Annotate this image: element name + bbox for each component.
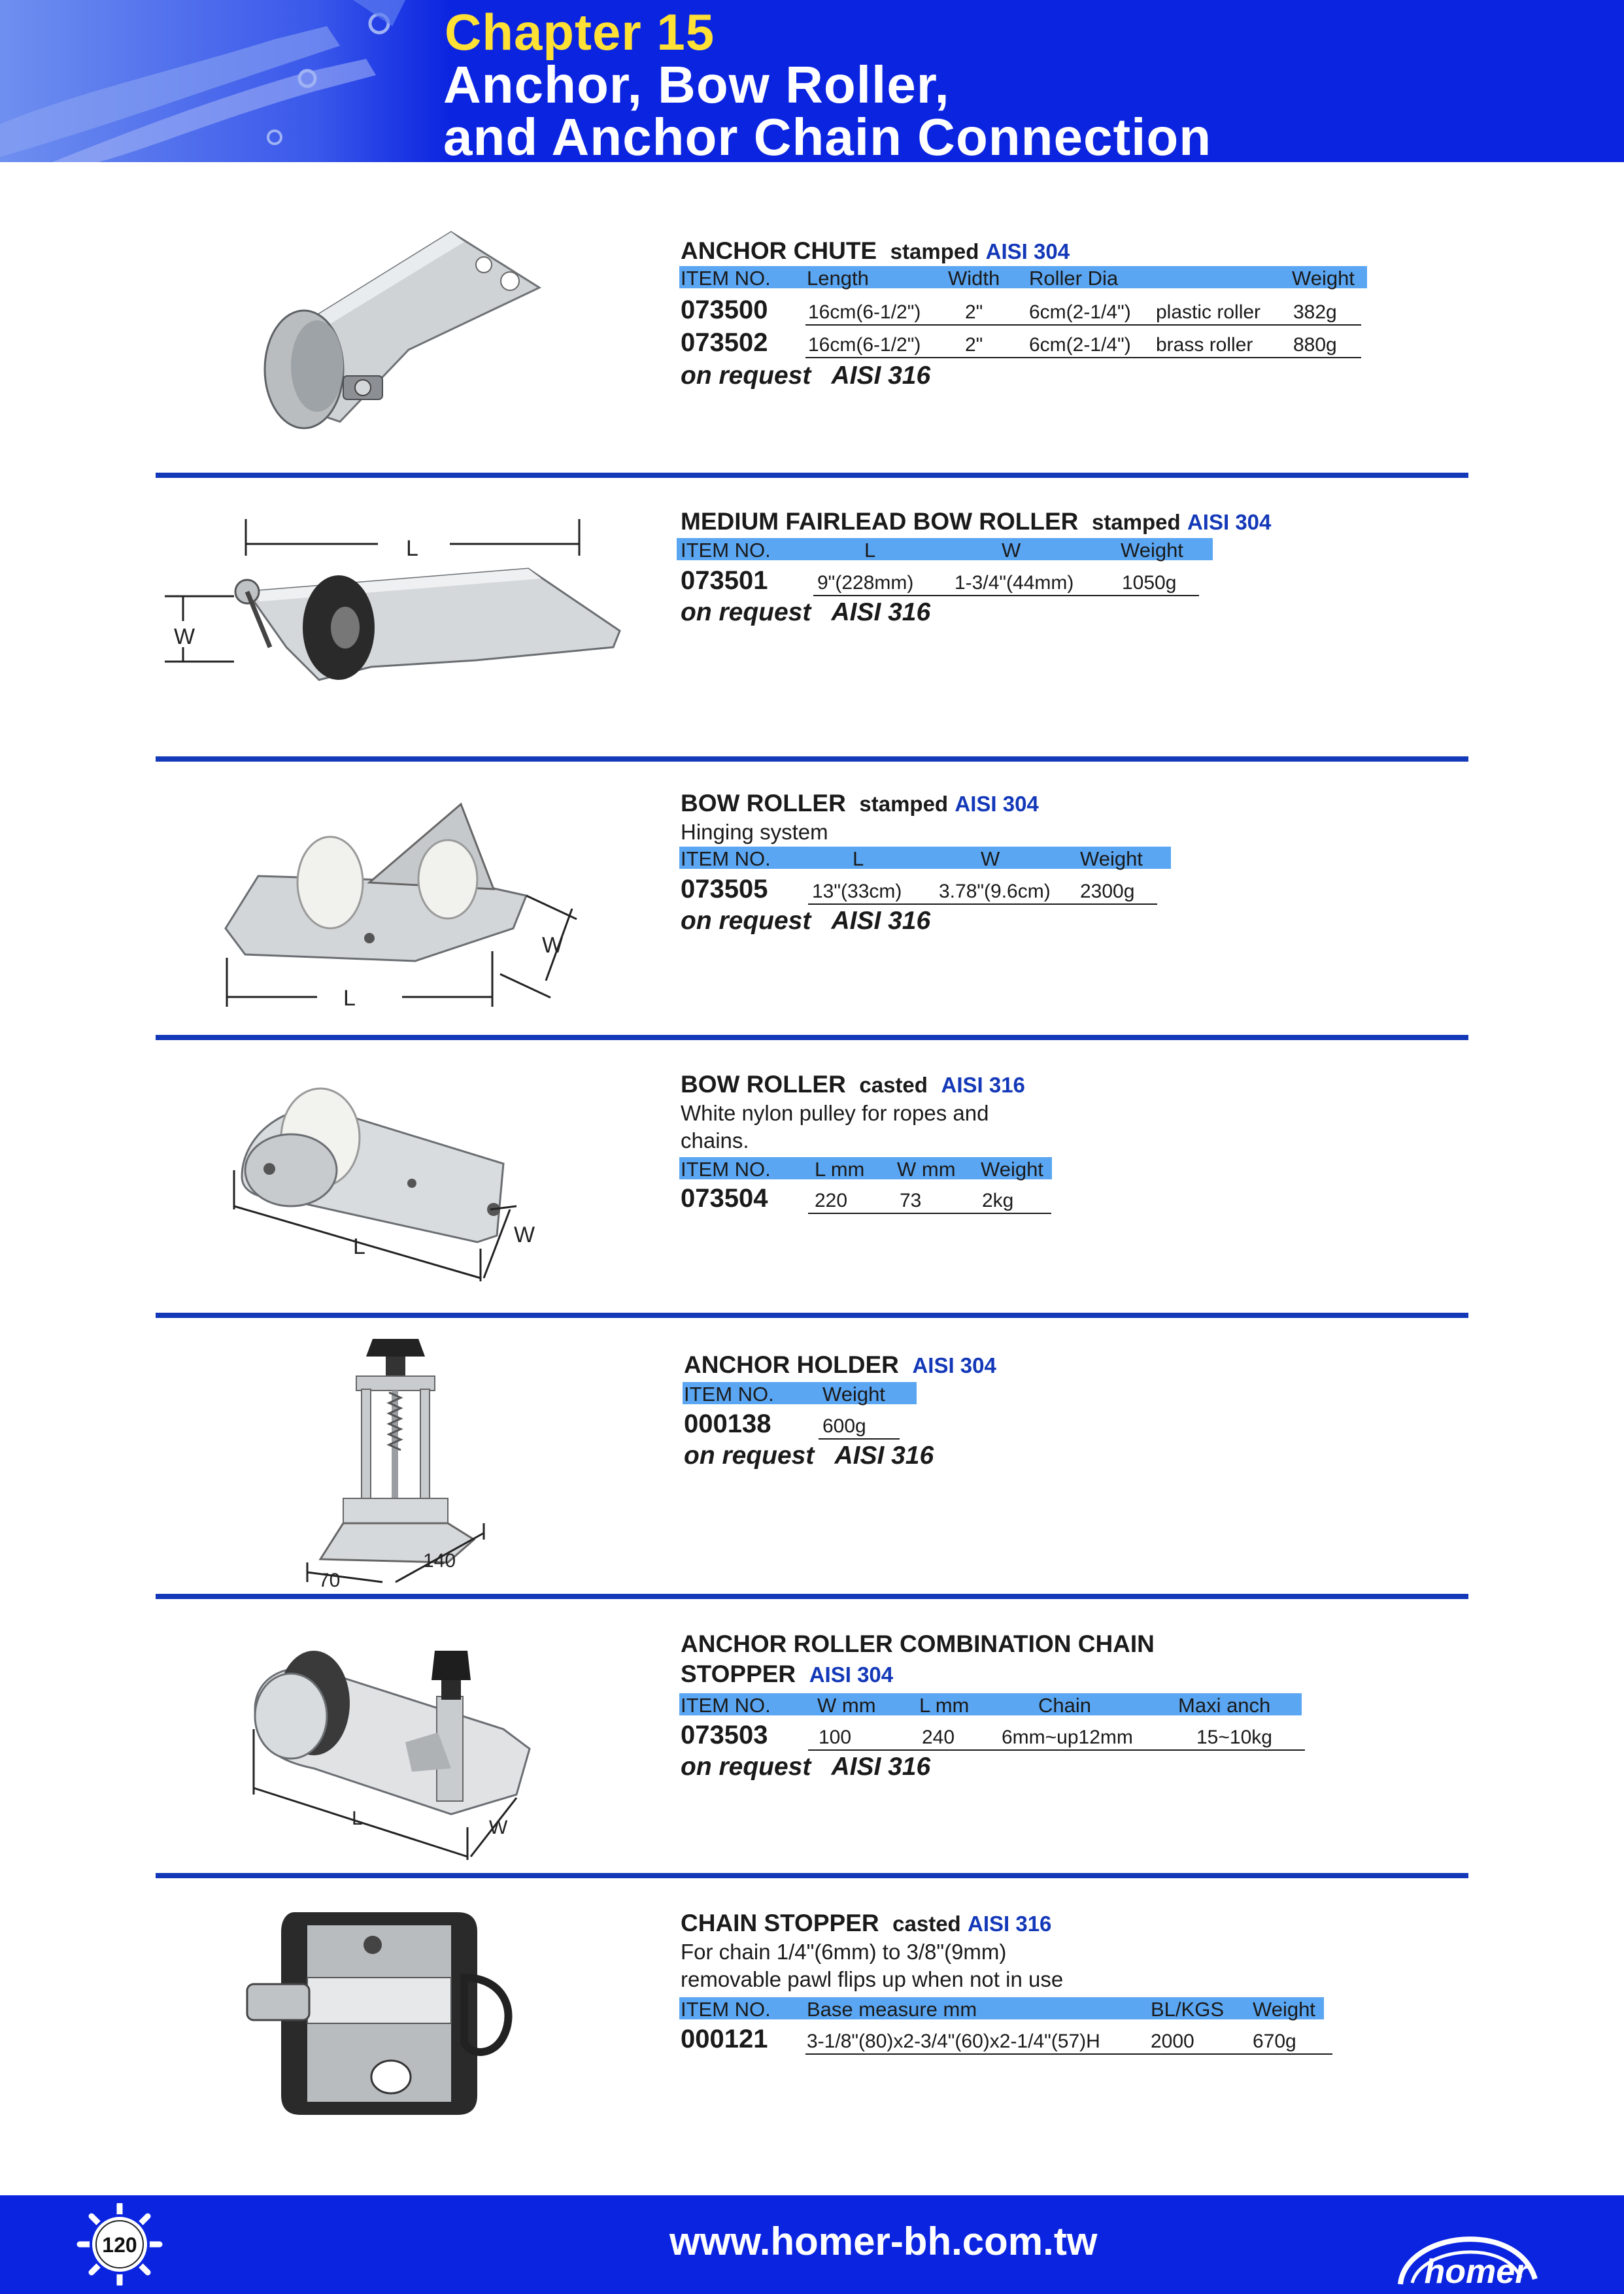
product-title xyxy=(684,1351,996,1379)
product-process: casted xyxy=(859,1073,928,1097)
cell-weight: 1050g xyxy=(1122,572,1177,594)
dim-label-w: W xyxy=(174,624,195,649)
chapter-header xyxy=(0,0,1624,162)
chain-stopper-combination-image xyxy=(242,1631,549,1863)
item-number: 073505 xyxy=(681,875,768,903)
chapter-banner-art xyxy=(0,0,451,162)
on-request-label: on request xyxy=(681,1753,811,1781)
dim-label-140: 140 xyxy=(423,1550,456,1572)
on-request-label: on request xyxy=(681,362,811,390)
bow-roller-stamped-image xyxy=(219,798,598,1013)
product-process: stamped xyxy=(1091,510,1181,534)
col-l: L xyxy=(864,539,876,562)
cell-roller-dia: 6cm(2-1/4") xyxy=(1029,301,1131,323)
section-divider xyxy=(156,1873,1468,1878)
product-description-line2: removable pawl flips up when not in use xyxy=(681,1967,1064,1991)
col-l-mm: L mm xyxy=(919,1694,970,1717)
product-title xyxy=(681,1910,1051,1937)
col-item-no: ITEM NO. xyxy=(681,1158,771,1181)
row-underline xyxy=(808,1749,1305,1751)
col-item-no: ITEM NO. xyxy=(681,267,771,290)
col-item-no: ITEM NO. xyxy=(681,1998,771,2021)
product-title xyxy=(681,790,1039,817)
on-request-material: AISI 316 xyxy=(831,907,931,935)
cell-w: 3.78"(9.6cm) xyxy=(939,881,1051,902)
item-number: 000121 xyxy=(681,2025,768,2053)
row-underline xyxy=(813,595,1199,596)
col-l-mm: L mm xyxy=(815,1158,865,1181)
col-item-no: ITEM NO. xyxy=(681,1694,771,1717)
col-weight: Weight xyxy=(822,1383,885,1406)
on-request-label: on request xyxy=(681,598,811,626)
section-divider xyxy=(156,756,1468,762)
cell-l-mm: 240 xyxy=(922,1727,955,1748)
cell-width: 2" xyxy=(965,334,983,356)
col-weight: Weight xyxy=(1080,847,1143,870)
on-request-note xyxy=(681,1753,930,1781)
cell-bl-kgs: 2000 xyxy=(1151,2031,1194,2052)
product-title-line2 xyxy=(681,1661,893,1688)
col-item-no: ITEM NO. xyxy=(684,1383,774,1406)
on-request-label: on request xyxy=(684,1442,815,1470)
material-badge: AISI 304 xyxy=(1187,510,1272,534)
on-request-material: AISI 316 xyxy=(831,362,931,390)
material-badge: AISI 304 xyxy=(985,239,1070,263)
on-request-material: AISI 316 xyxy=(834,1442,934,1470)
col-weight: Weight xyxy=(1121,539,1183,562)
product-name: ANCHOR HOLDER xyxy=(684,1351,899,1378)
cell-l-mm: 220 xyxy=(815,1190,848,1211)
cell-length: 16cm(6-1/2") xyxy=(808,334,921,356)
item-number: 073500 xyxy=(681,295,768,324)
col-base-measure: Base measure mm xyxy=(807,1998,977,2021)
cell-maxi-anchor: 15~10kg xyxy=(1196,1727,1272,1748)
material-badge: AISI 304 xyxy=(955,792,1039,816)
cell-base-measure: 3-1/8"(80)x2-3/4"(60)x2-1/4"(57)H xyxy=(807,2031,1100,2052)
anchor-holder-image xyxy=(284,1327,500,1592)
product-description-line1: White nylon pulley for ropes and xyxy=(681,1101,989,1125)
chapter-title-line2: and Anchor Chain Connection xyxy=(443,108,1212,162)
bow-roller-casted-image xyxy=(229,1072,556,1294)
chapter-title-line1: Anchor, Bow Roller, xyxy=(443,56,950,114)
material-badge: AISI 316 xyxy=(968,1912,1052,1936)
cell-roller-dia: 6cm(2-1/4") xyxy=(1029,334,1131,356)
col-item-no: ITEM NO. xyxy=(681,847,771,870)
dim-label-w: W xyxy=(542,933,564,958)
product-name: BOW ROLLER xyxy=(681,790,846,817)
cell-l: 13"(33cm) xyxy=(812,881,902,902)
cell-width: 2" xyxy=(965,301,983,323)
on-request-note xyxy=(681,907,930,936)
row-underline xyxy=(805,357,1361,358)
cell-w: 1-3/4"(44mm) xyxy=(955,572,1074,594)
cell-l: 9"(228mm) xyxy=(817,572,914,594)
col-l: L xyxy=(853,847,864,870)
dim-label-w: W xyxy=(489,1817,508,1838)
row-underline xyxy=(808,903,1157,905)
col-width: Width xyxy=(948,267,1000,290)
dim-label-w: W xyxy=(514,1223,535,1247)
dim-label-l: L xyxy=(406,536,418,561)
cell-roller-type: brass roller xyxy=(1156,334,1253,356)
anchor-chute-image xyxy=(242,226,549,448)
fairlead-bow-roller-image xyxy=(162,516,633,706)
col-item-no: ITEM NO. xyxy=(681,539,771,562)
cell-roller-type: plastic roller xyxy=(1156,301,1261,323)
dim-label-l: L xyxy=(353,1234,365,1259)
on-request-note xyxy=(681,598,930,627)
item-number: 073503 xyxy=(681,1721,768,1749)
col-roller-dia: Roller Dia xyxy=(1029,267,1119,290)
chain-stopper-image xyxy=(242,1906,536,2121)
section-divider xyxy=(156,1313,1468,1318)
col-weight: Weight xyxy=(1292,267,1355,290)
ship-wheel-page-badge xyxy=(71,2203,169,2286)
col-length: Length xyxy=(807,267,869,290)
product-title xyxy=(681,508,1271,535)
cell-weight: 382g xyxy=(1293,301,1337,323)
row-underline xyxy=(805,324,1361,326)
product-title xyxy=(681,237,1070,265)
spec-header-bar xyxy=(679,266,1367,288)
col-w: W xyxy=(1002,539,1021,562)
product-description: Hinging system xyxy=(681,820,828,844)
col-weight: Weight xyxy=(1253,1998,1315,2021)
section-divider xyxy=(156,1594,1468,1599)
product-process: casted xyxy=(892,1912,961,1936)
product-name: BOW ROLLER xyxy=(681,1071,846,1098)
dim-label-l: L xyxy=(343,986,356,1011)
row-underline xyxy=(808,1213,1051,1214)
material-badge: AISI 304 xyxy=(809,1662,894,1687)
cell-weight: 670g xyxy=(1253,2031,1296,2052)
dim-label-l: L xyxy=(352,1808,363,1829)
section-divider xyxy=(156,473,1468,478)
chapter-number: Chapter 15 xyxy=(445,3,715,61)
col-w-mm: W mm xyxy=(817,1694,876,1717)
col-w-mm: W mm xyxy=(897,1158,956,1181)
col-maxi-anchor: Maxi anch xyxy=(1178,1694,1271,1717)
product-description-line2: chains. xyxy=(681,1128,749,1153)
section-divider xyxy=(156,1035,1468,1040)
on-request-label: on request xyxy=(681,907,811,935)
on-request-note xyxy=(684,1442,934,1470)
col-w: W xyxy=(981,847,1000,870)
homer-logo xyxy=(1386,2206,1549,2289)
item-number: 000138 xyxy=(684,1409,771,1438)
cell-chain: 6mm~up12mm xyxy=(1002,1727,1133,1748)
product-title xyxy=(681,1071,1025,1098)
cell-length: 16cm(6-1/2") xyxy=(808,301,921,323)
on-request-note xyxy=(681,362,930,390)
cell-weight: 880g xyxy=(1293,334,1337,356)
material-badge: AISI 304 xyxy=(912,1353,996,1377)
brand-name: homer xyxy=(1424,2253,1529,2289)
product-name: ANCHOR CHUTE xyxy=(681,237,877,264)
spec-header-bar xyxy=(679,1997,1324,2019)
product-process: stamped xyxy=(890,239,979,263)
product-title-line1: ANCHOR ROLLER COMBINATION CHAIN xyxy=(681,1630,1155,1657)
cell-weight: 2kg xyxy=(982,1190,1014,1211)
col-chain: Chain xyxy=(1038,1694,1091,1717)
page-number: 120 xyxy=(102,2233,137,2257)
col-bl-kgs: BL/KGS xyxy=(1151,1998,1224,2021)
item-number: 073504 xyxy=(681,1184,768,1213)
product-name: STOPPER xyxy=(681,1661,796,1687)
dim-label-70: 70 xyxy=(318,1570,341,1591)
item-number: 073502 xyxy=(681,328,768,357)
product-name: MEDIUM FAIRLEAD BOW ROLLER xyxy=(681,508,1079,535)
cell-weight: 2300g xyxy=(1080,881,1135,902)
product-process: stamped xyxy=(859,792,949,816)
product-description-line1: For chain 1/4"(6mm) to 3/8"(9mm) xyxy=(681,1940,1007,1964)
on-request-material: AISI 316 xyxy=(831,1753,931,1781)
cell-w-mm: 100 xyxy=(819,1727,852,1748)
product-name: CHAIN STOPPER xyxy=(681,1910,879,1936)
material-badge: AISI 316 xyxy=(941,1073,1025,1097)
row-underline xyxy=(819,1438,900,1440)
cell-weight: 600g xyxy=(822,1415,866,1437)
col-weight: Weight xyxy=(981,1158,1043,1181)
item-number: 073501 xyxy=(681,566,768,595)
website-url[interactable]: www.homer-bh.com.tw xyxy=(669,2219,1098,2263)
on-request-material: AISI 316 xyxy=(831,598,931,626)
page-footer xyxy=(0,2195,1624,2294)
row-underline xyxy=(805,2053,1332,2055)
cell-w-mm: 73 xyxy=(900,1190,922,1211)
